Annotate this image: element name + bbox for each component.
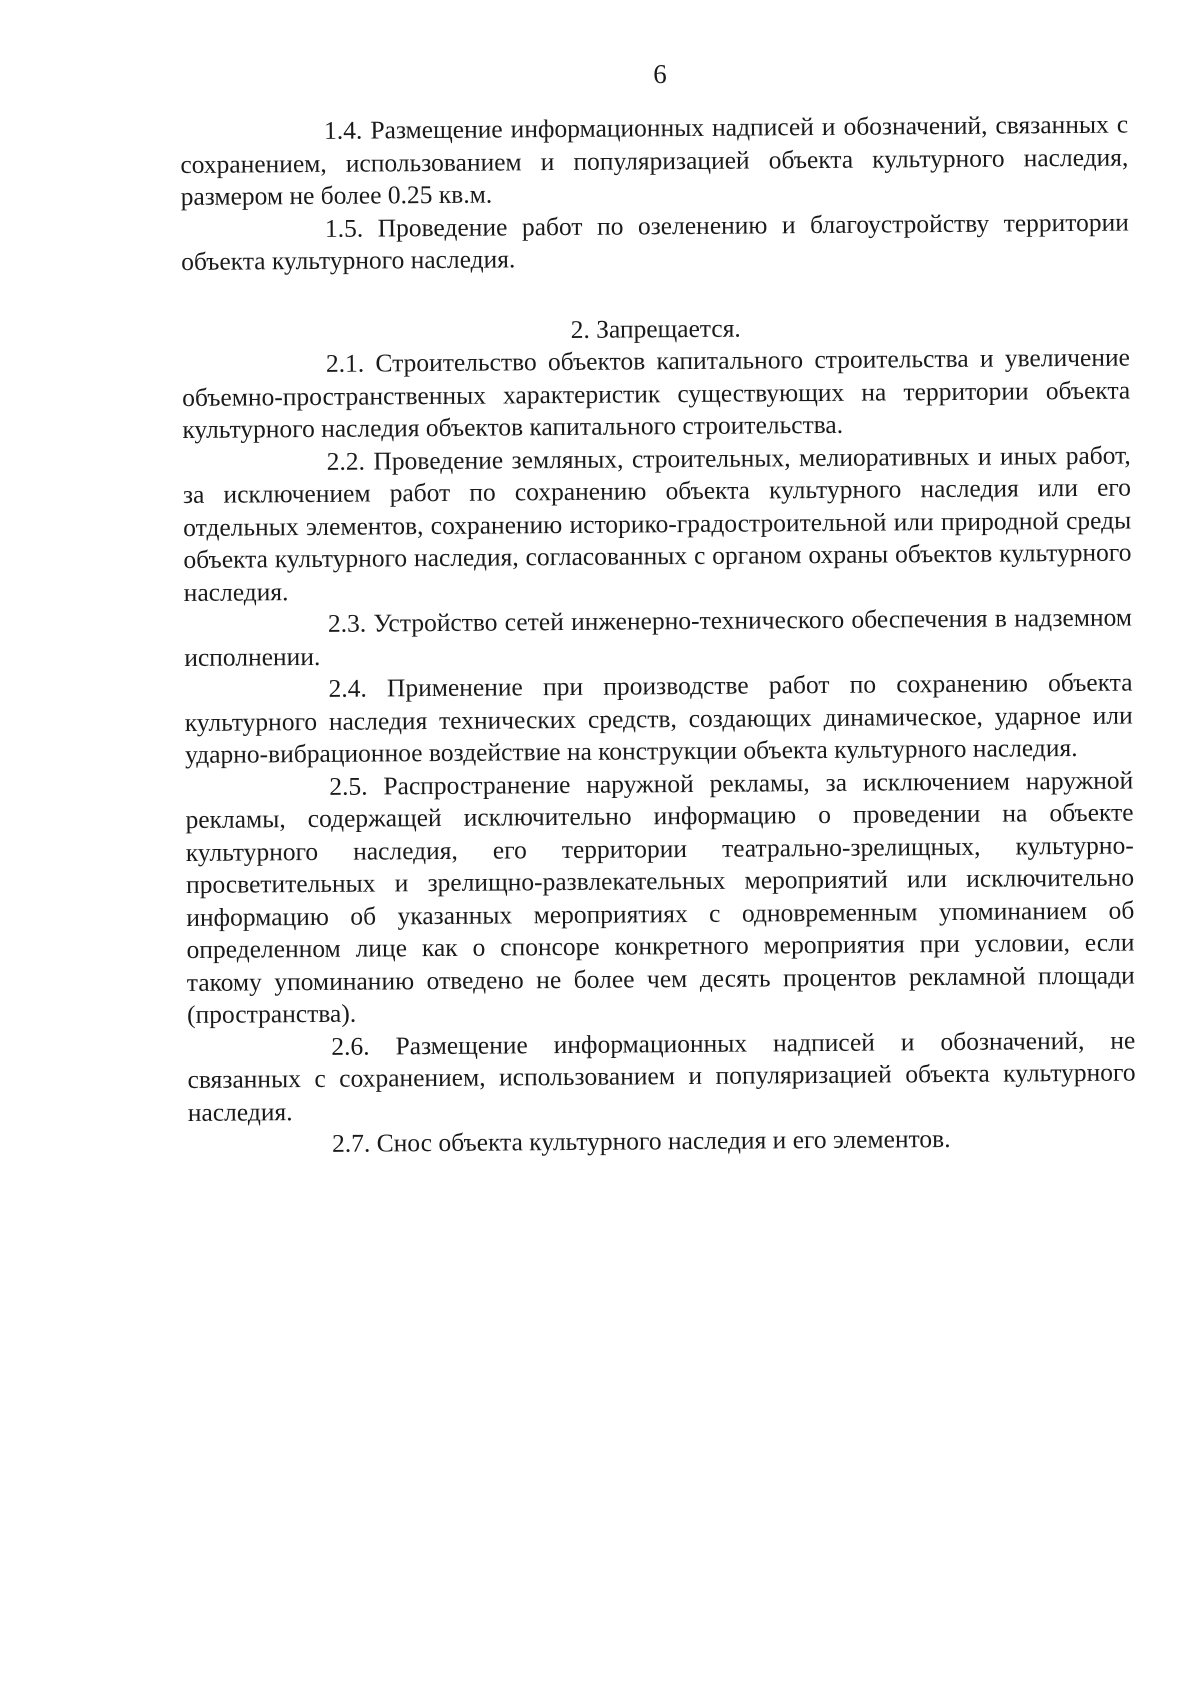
clause-text: Применение при производстве работ по сохранению объекта культурного наследия технических средств, создающих динамическое, ударное или ударно-вибрационное воздействие на конструкции объекта культурного наследия. — [184, 667, 1133, 769]
clause-number: 2.5. — [329, 771, 368, 801]
clause-2-4 — [184, 667, 1133, 772]
section-heading: 2. Запрещается. — [570, 313, 741, 344]
clause-number: 2.2. — [326, 446, 366, 476]
page-number: 6 — [653, 59, 667, 89]
clause-text: Размещение информационных надписей и обозначений, связанных с сохранением, использованием и популяризацией объекта культурного наследия, размером не более 0.25 кв.м. — [180, 109, 1129, 211]
clause-number: 2.4. — [328, 673, 367, 703]
clause-number: 1.5. — [324, 213, 364, 243]
clause-2-3 — [184, 602, 1132, 674]
clause-2-6 — [187, 1024, 1136, 1129]
clause-2-1 — [182, 342, 1131, 447]
clause-number: 2.1. — [325, 348, 365, 378]
clause-text: Снос объекта культурного наследия и его элементов. — [376, 1123, 951, 1158]
clause-text: Распространение наружной рекламы, за исключением наружной рекламы, содержащей исключительно информацию о проведении на объекте культурного наследия, его территории театрально-зрелищных, культурно-просветительных и зрелищно-развлекательных мероприятий или исключительно информацию об указанных мероприятиях с одновременным упоминанием об определенном лице как о спонсоре конкретного мероприятия при условии, если такому упоминанию отведено не более чем десять процентов рекламной площади (пространства). — [185, 765, 1135, 1029]
clause-number: 1.4. — [324, 115, 363, 145]
clause-text: Устройство сетей инженерно-технического обеспечения в надземном исполнении. — [184, 602, 1133, 672]
clause-1-5 — [181, 206, 1129, 278]
clause-number: 2.6. — [331, 1031, 370, 1061]
clause-2-7 — [188, 1122, 1136, 1162]
clause-2-2 — [183, 439, 1132, 609]
clause-text: Строительство объектов капитального строительства и увеличение объемно-пространственных характеристик существующих на территории объекта культурного наследия объектов капитального строительства. — [182, 342, 1131, 444]
clause-2-5 — [185, 764, 1135, 1031]
clause-number: 2.7. — [331, 1128, 371, 1158]
clause-number: 2.3. — [327, 608, 367, 638]
clause-1-4 — [180, 109, 1129, 214]
clause-text: Размещение информационных надписей и обозначений, не связанных с сохранением, использованием и популяризацией объекта культурного наследия. — [187, 1025, 1136, 1127]
clause-text: Проведение работ по озеленению и благоустройству территории объекта культурного наследия. — [181, 207, 1129, 276]
clause-text: Проведение земляных, строительных, мелиоративных и иных работ, за исключением работ по сохранению объекта культурного наследия или его отдельных элементов, сохранению историко-градостроительной или природной среды объекта культурного наследия, согласованных с органом охраны объектов культурного наследия. — [182, 440, 1132, 607]
document-body — [180, 109, 1136, 1162]
